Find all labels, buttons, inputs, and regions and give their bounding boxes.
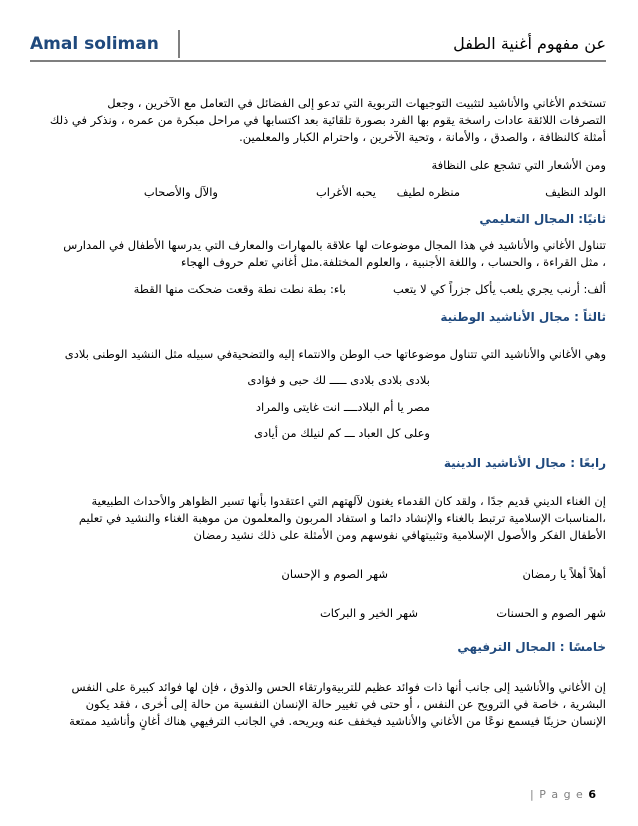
letter-example-baa: باء: بطة نطت نطة وقعت ضحكت منها القطة — [133, 282, 346, 296]
section-heading-educational: ثانيًا: المجال التعليمي — [479, 212, 606, 226]
national-song-line-2: مصر يا أم البلادــــ انت غايتى والمراد — [255, 400, 430, 414]
ramadan-song-line: شهر الصوم و الإحسان — [281, 567, 388, 581]
section-heading-entertainment: خامسًا : المجال الترفيهي — [457, 640, 606, 654]
religious-line-1: إن الغناء الديني قديم جدًا ، ولقد كان القدماء يغنون لآلهتهم التي اعتقدوا بأنها تسير الظواهر والأحداث الطبيعية — [91, 494, 606, 508]
page-label: | P a g e — [530, 788, 584, 801]
header-rule — [30, 60, 606, 62]
section-heading-national: ثالثاً : مجال الأناشيد الوطنية — [440, 310, 606, 324]
entertainment-line-3: الإنسان حزينًا فيسمع نوعًا من الأغاني والأناشيد فيخفف عنه ويريحه. في الجانب الترفيهي هناك أغانٍ وأناشيد ممتعة — [69, 714, 606, 728]
national-line: وهي الأغاني والأناشيد التي تتناول موضوعاتها حب الوطن والانتماء إليه والتضحيةفي سبيله مثل النشيد الوطنى بلادى — [64, 347, 606, 361]
header-divider — [178, 30, 180, 58]
ramadan-song-line: شهر الخير و البركات — [319, 606, 418, 620]
educational-line-1: تتناول الأغاني والأناشيد في هذا المجال موضوعات لها علاقة بالمهارات والمعارف التي يدرسها الأطفال في المدارس — [63, 238, 606, 252]
poem-word: والآل والأصحاب — [143, 185, 218, 199]
national-song-line-1: بلادى بلادى بلادى ـــــ لك حبى و فؤادى — [247, 373, 430, 387]
page-header — [30, 30, 606, 64]
page-number: 6 — [588, 788, 597, 801]
national-song-line-3: وعلى كل العباد ـــ كم لنيلك من أيادى — [253, 426, 430, 440]
religious-line-2: ،المناسبات الإسلامية ترتبط بالغناء والإنشاد دائما و استفاد المربون والمعلمون من موهبة الغناء والنشيد في تعليم — [78, 511, 606, 525]
poem-word: الولد النظيف — [545, 185, 606, 199]
intro-line-3: أمثلة كالنظافة ، والصدق ، والأمانة ، وتحية الآخرين ، واحترام الكبار والمعلمين. — [239, 130, 606, 144]
intro-line-2: التصرفات اللائقة عادات راسخة يقوم بها الفرد بصورة تلقائية بعد اكتسابها في مراحل مبكرة من عمره ، ونذكر في ذلك — [49, 113, 606, 127]
religious-line-3: الأطفال الفكر والأصول الإسلامية وتثبيتهافي نفوسهم ومن الأمثلة على ذلك نشيد رمضان — [193, 528, 606, 542]
letter-example-alef: ألف: أرنب يجري يلعب يأكل جزراً كي لا يتعب — [392, 282, 606, 296]
cleanliness-intro: ومن الأشعار التي تشجع على النظافة — [431, 158, 606, 172]
section-heading-religious: رابعًا : مجال الأناشيد الدينية — [443, 456, 606, 470]
author-name: Amal soliman — [30, 34, 159, 54]
poem-word: يحبه الأغراب — [315, 185, 376, 199]
ramadan-song-line: أهلاً أهلاً يا رمضان — [522, 567, 606, 581]
intro-line-1: تستخدم الأغاني والأناشيد لتثبيت التوجيهات التربوية التي تدعو إلى الفضائل في التعامل مع الآخرين ، وجعل — [107, 96, 606, 110]
entertainment-line-1: إن الأغاني والأناشيد إلى جانب أنها ذات فوائد عظيم للتربيةوارتقاء الحس والذوق ، فإن لها فوائد كبيرة على النفس — [71, 680, 606, 694]
document-title: عن مفهوم أغنية الطفل — [453, 34, 606, 53]
poem-word: منظره لطيف — [396, 185, 460, 199]
ramadan-song-line: شهر الصوم و الحسنات — [496, 606, 606, 620]
educational-line-2: ، مثل القراءة ، والحساب ، واللغة الأجنبية ، والعلوم المختلفة.مثل أغاني تعلم حروف الهجاء — [181, 255, 606, 269]
entertainment-line-2: البشرية ، خاصة في الترويح عن النفس ، أو حتى في تغيير حالة الإنسان النفسية من حالة إلى أخرى ، فقد يكون — [85, 697, 606, 711]
page-footer — [530, 788, 597, 801]
